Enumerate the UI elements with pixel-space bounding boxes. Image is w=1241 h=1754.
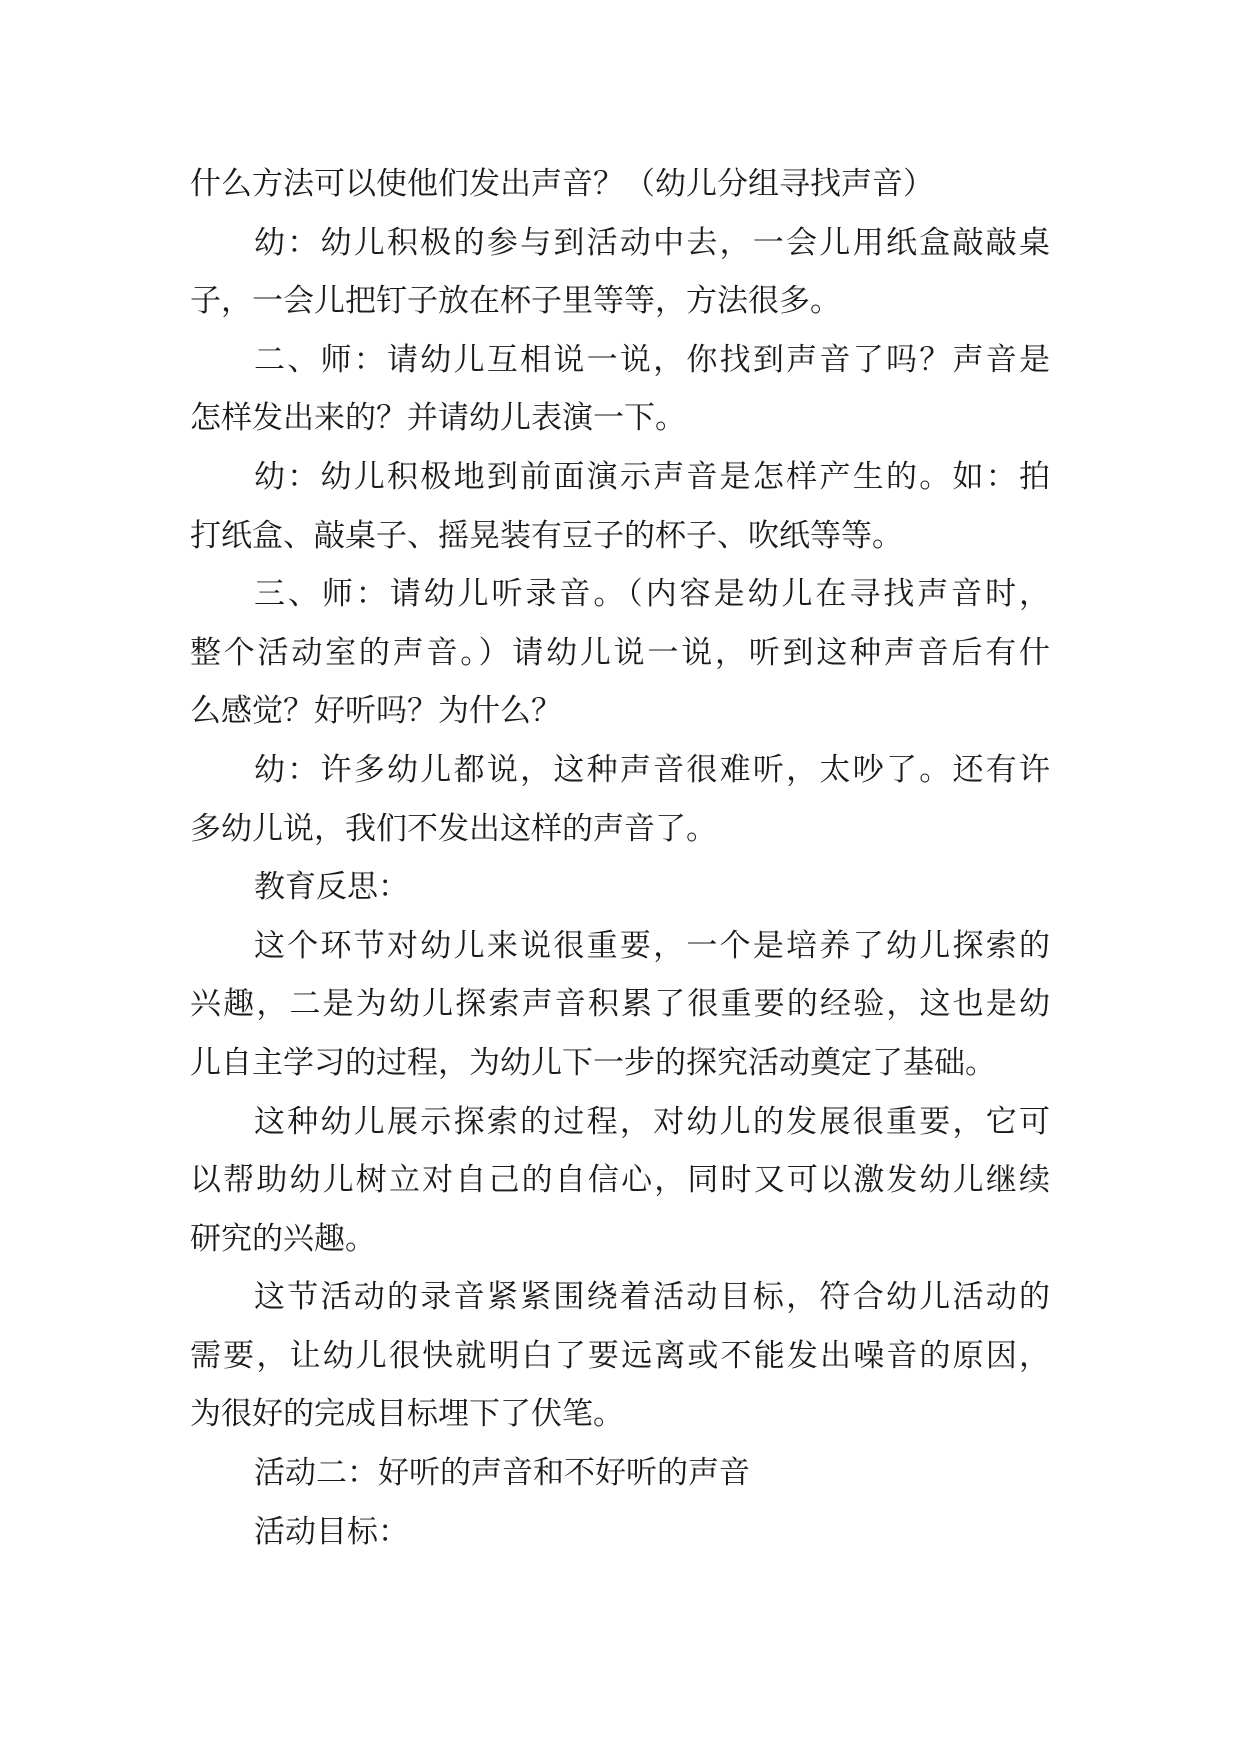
paragraph-line: 幼：幼儿积极的参与到活动中去，一会儿用纸盒敲敲桌 (254, 224, 1050, 261)
paragraph-line: 这节活动的录音紧紧围绕着活动目标，符合幼儿活动的 (254, 1279, 1050, 1316)
paragraph-line: 幼：幼儿积极地到前面演示声音是怎样产生的。如：拍 (254, 458, 1050, 495)
paragraph-line: 这种幼儿展示探索的过程，对幼儿的发展很重要，它可 (254, 1103, 1050, 1140)
paragraph-line: 怎样发出来的？并请幼儿表演一下。 (190, 400, 686, 437)
paragraph-line: 子，一会儿把钉子放在杯子里等等，方法很多。 (190, 283, 841, 320)
paragraph-line: 么感觉？好听吗？为什么？ (190, 693, 562, 730)
paragraph-line: 为很好的完成目标埋下了伏笔。 (190, 1396, 624, 1433)
paragraph-line: 儿自主学习的过程，为幼儿下一步的探究活动奠定了基础。 (190, 1044, 996, 1081)
paragraph-line: 以帮助幼儿树立对自己的自信心，同时又可以激发幼儿继续 (190, 1162, 1050, 1199)
paragraph-line: 整个活动室的声音。）请幼儿说一说，听到这种声音后有什 (190, 634, 1050, 671)
paragraph-line: 这个环节对幼儿来说很重要，一个是培养了幼儿探索的 (254, 927, 1050, 964)
paragraph-line: 什么方法可以使他们发出声音？（幼儿分组寻找声音） (190, 166, 934, 202)
paragraph-line: 幼：许多幼儿都说，这种声音很难听，太吵了。还有许 (254, 751, 1050, 788)
paragraph-line: 三、师：请幼儿听录音。（内容是幼儿在寻找声音时， (254, 576, 1050, 613)
paragraph-line: 研究的兴趣。 (190, 1220, 376, 1257)
paragraph-line: 二、师：请幼儿互相说一说，你找到声音了吗？声音是 (254, 341, 1050, 378)
section-heading: 活动目标： (254, 1513, 409, 1550)
section-heading: 活动二：好听的声音和不好听的声音 (254, 1455, 750, 1492)
document-body (190, 155, 1050, 1561)
paragraph-line: 需要，让幼儿很快就明白了要远离或不能发出噪音的原因， (190, 1337, 1050, 1374)
section-heading: 教育反思： (254, 869, 409, 906)
paragraph-line: 多幼儿说，我们不发出这样的声音了。 (190, 810, 717, 847)
paragraph-line: 兴趣，二是为幼儿探索声音积累了很重要的经验，这也是幼 (190, 986, 1050, 1023)
paragraph-line: 打纸盒、敲桌子、摇晃装有豆子的杯子、吹纸等等。 (190, 517, 903, 554)
